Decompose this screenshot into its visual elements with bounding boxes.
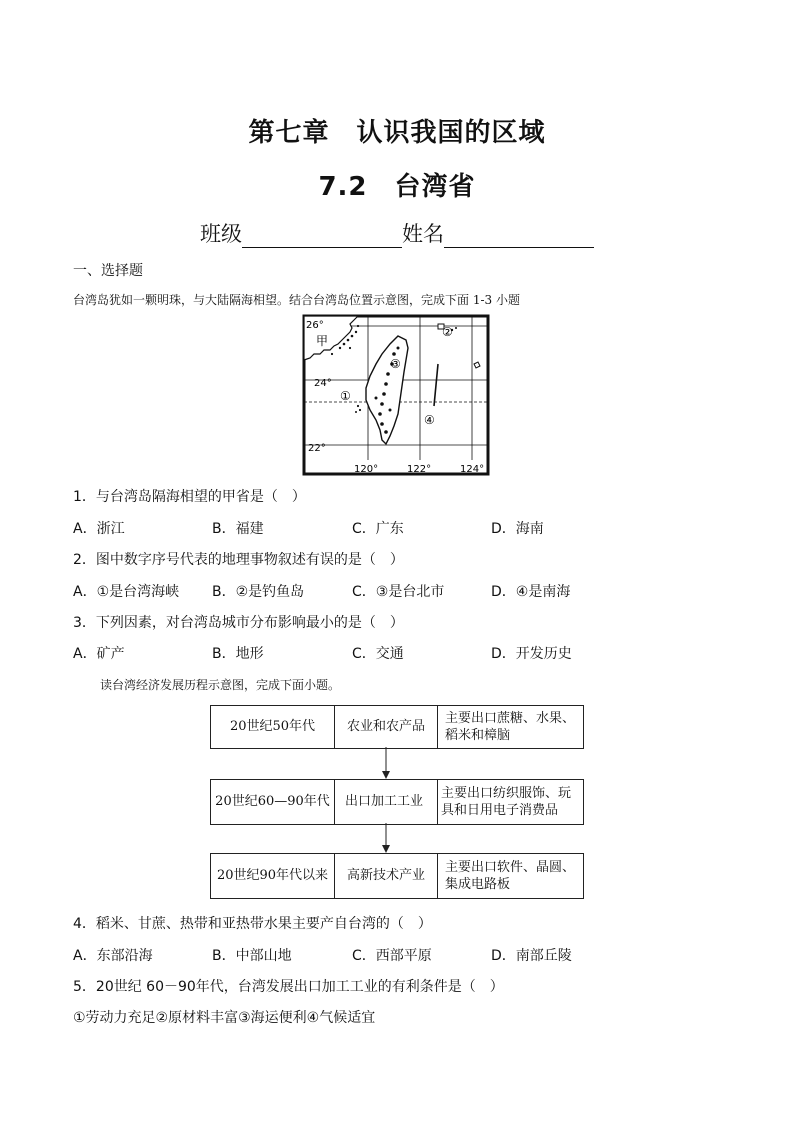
question-3-stem: 3．下列因素，对台湾岛城市分布影响最小的是（ ） [73, 615, 404, 631]
q2-option-c[interactable]: C．③是台北市 [352, 584, 445, 600]
q2-option-d[interactable]: D．④是南海 [491, 584, 571, 600]
marker-3: ③ [390, 357, 401, 371]
flow-row-1 [210, 705, 584, 749]
lat-label-26: 26° [306, 320, 324, 331]
name-blank[interactable] [444, 225, 594, 248]
q2-option-a[interactable]: A．①是台湾海峡 [73, 584, 180, 600]
flow-arrow-2 [380, 823, 392, 853]
q5-conditions: ①劳动力充足②原材料丰富③海运便利④气候适宜 [73, 1010, 376, 1026]
class-name-line [0, 218, 794, 248]
flow-row-3-exports: 主要出口软件、晶圆、集成电路板 [445, 860, 576, 892]
flow-row-2 [210, 779, 584, 825]
taiwan-location-map [302, 314, 490, 476]
flowchart-intro-text: 读台湾经济发展历程示意图，完成下面小题。 [100, 678, 341, 692]
q3-option-d[interactable]: D．开发历史 [491, 646, 572, 662]
map-intro-text: 台湾岛犹如一颗明珠，与大陆隔海相望。结合台湾岛位置示意图，完成下面 1-3 小题 [73, 293, 520, 307]
lon-label-120: 120° [354, 464, 379, 475]
q2-option-b[interactable]: B．②是钓鱼岛 [212, 584, 305, 600]
economy-flowchart [210, 705, 584, 897]
q3-option-a[interactable]: A．矿产 [73, 646, 125, 662]
q1-option-a[interactable]: A．浙江 [73, 521, 125, 537]
q3-option-c[interactable]: C．交通 [352, 646, 404, 662]
flow-row-3-industry: 高新技术产业 [346, 868, 425, 883]
chapter-title: 第七章 认识我国的区域 [248, 118, 546, 148]
question-1-stem: 1．与台湾岛隔海相望的甲省是（ ） [73, 489, 306, 505]
flow-row-3-period: 20世纪90年代以来 [216, 868, 329, 883]
class-label: 班级 [200, 222, 242, 246]
flow-row-1-industry: 农业和农产品 [346, 719, 425, 734]
lat-label-24: 24° [314, 378, 332, 389]
section-heading: 一、选择题 [73, 263, 143, 279]
section-title: 7.2 台湾省 [318, 172, 476, 202]
q1-option-c[interactable]: C．广东 [352, 521, 404, 537]
flow-row-2-industry: 出口加工工业 [345, 794, 424, 809]
name-label: 姓名 [402, 222, 444, 246]
q1-option-b[interactable]: B．福建 [212, 521, 264, 537]
marker-1: ① [340, 389, 351, 403]
question-5-stem: 5．20世纪 60－90年代，台湾发展出口加工工业的有利条件是（ ） [73, 979, 504, 995]
lon-label-124: 124° [460, 464, 485, 475]
q4-option-b[interactable]: B．中部山地 [212, 948, 292, 964]
place-label-jia: 甲 [316, 334, 329, 348]
question-2-stem: 2．图中数字序号代表的地理事物叙述有误的是（ ） [73, 552, 404, 568]
marker-4: ④ [424, 413, 435, 427]
q3-option-b[interactable]: B．地形 [212, 646, 264, 662]
flow-arrow-1 [380, 747, 392, 779]
flow-row-1-exports: 主要出口蔗糖、水果、稻米和樟脑 [445, 711, 576, 743]
flow-row-1-period: 20世纪50年代 [229, 719, 316, 734]
question-4-stem: 4．稻米、甘蔗、热带和亚热带水果主要产自台湾的（ ） [73, 916, 432, 932]
marker-2: ② [442, 325, 453, 339]
q4-option-d[interactable]: D．南部丘陵 [491, 948, 572, 964]
class-blank[interactable] [242, 225, 402, 248]
q4-option-a[interactable]: A．东部沿海 [73, 948, 153, 964]
flow-row-2-period: 20世纪60—90年代 [215, 794, 330, 809]
flow-row-3 [210, 853, 584, 899]
q1-option-d[interactable]: D．海南 [491, 521, 544, 537]
flow-row-2-exports: 主要出口纺织服饰、玩具和日用电子消费品 [441, 786, 572, 818]
lon-label-122: 122° [407, 464, 432, 475]
q4-option-c[interactable]: C．西部平原 [352, 948, 432, 964]
lat-label-22: 22° [308, 443, 326, 454]
